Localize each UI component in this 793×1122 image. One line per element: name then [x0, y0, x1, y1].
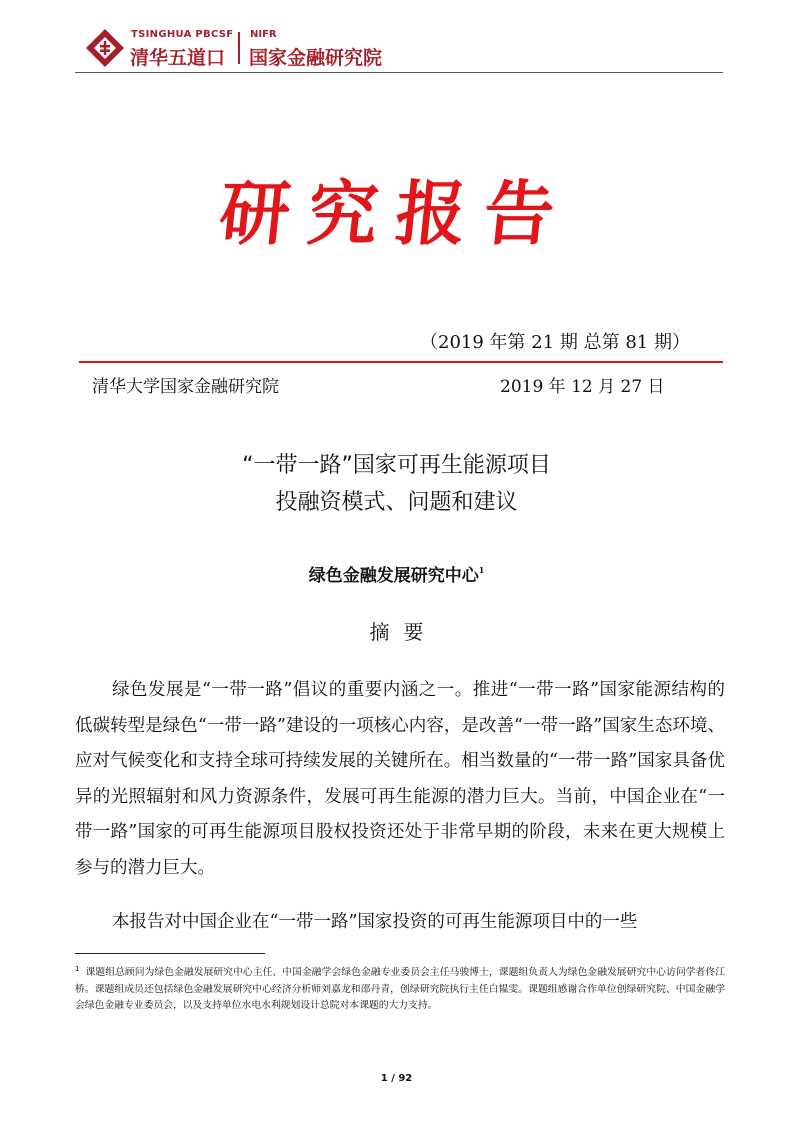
report-label: 研究报告 — [215, 172, 577, 255]
abstract-paragraph-1: 绿色发展是“一带一路”倡议的重要内涵之一。推进“一带一路”国家能源结构的低碳转型是绿色“一带一路”建设的一项核心内容，是改善“一带一路”国家生态环境、应对气候变化和支持全球可持续发展的关键所在。相当数量的“一带一路”国家具备优异的光照辐射和风力资源条件，发展可再生能源的潜力巨大。当前，中国企业在“一带一路”国家的可再生能源项目股权投资还处于非常早期的阶段，未来在更大规模上参与的潜力巨大。 — [75, 680, 725, 878]
report-date: 2019 年 12 月 27 日 — [500, 377, 665, 397]
report-title-line-2: 投融资模式、问题和建议 — [275, 490, 518, 515]
abstract-heading: 摘要 — [369, 620, 438, 644]
nifr-english: NIFR — [250, 29, 277, 40]
brand-divider — [238, 32, 240, 64]
report-title-line-1: “一带一路”国家可再生能源项目 — [242, 453, 551, 478]
footnote-text: 课题组总顾问为绿色金融发展研究中心主任、中国金融学会绿色金融专业委员会主任马骏博士，课题组负责人为绿色金融发展研究中心访问学者佟江桥。课题组成员还包括绿色金融发展研究中心经济分析师刘嘉龙和邵丹青，创绿研究院执行主任白韫雯。课题组感谢合作单位创绿研究院、中国金融学会绿色金融专业委员会，以及支持单位水电水利规划设计总院对本课题的大力支持。 — [75, 967, 725, 1011]
footnote-mark: 1 — [75, 965, 80, 973]
tsinghua-logo-icon — [83, 26, 127, 70]
institute-name: 清华大学国家金融研究院 — [92, 377, 279, 397]
red-divider — [79, 361, 723, 363]
footnote — [75, 961, 725, 1015]
issue-number: （2019 年第 21 期 总第 81 期） — [420, 332, 690, 353]
author-center — [0, 561, 793, 586]
report-title — [0, 447, 793, 521]
brand-chinese: 清华五道口 — [130, 47, 226, 69]
author-center-name: 绿色金融发展研究中心 — [308, 566, 479, 586]
footnote-reference[interactable]: 1 — [478, 565, 485, 575]
page-number: 1 / 92 — [380, 1073, 413, 1084]
brand-english: TSINGHUA PBCSF — [131, 29, 234, 40]
nifr-chinese: 国家金融研究院 — [249, 47, 383, 69]
header-divider — [75, 72, 723, 73]
footnote-divider — [75, 953, 265, 954]
abstract-paragraph-2: 本报告对中国企业在“一带一路”国家投资的可再生能源项目中的一些 — [112, 912, 638, 932]
